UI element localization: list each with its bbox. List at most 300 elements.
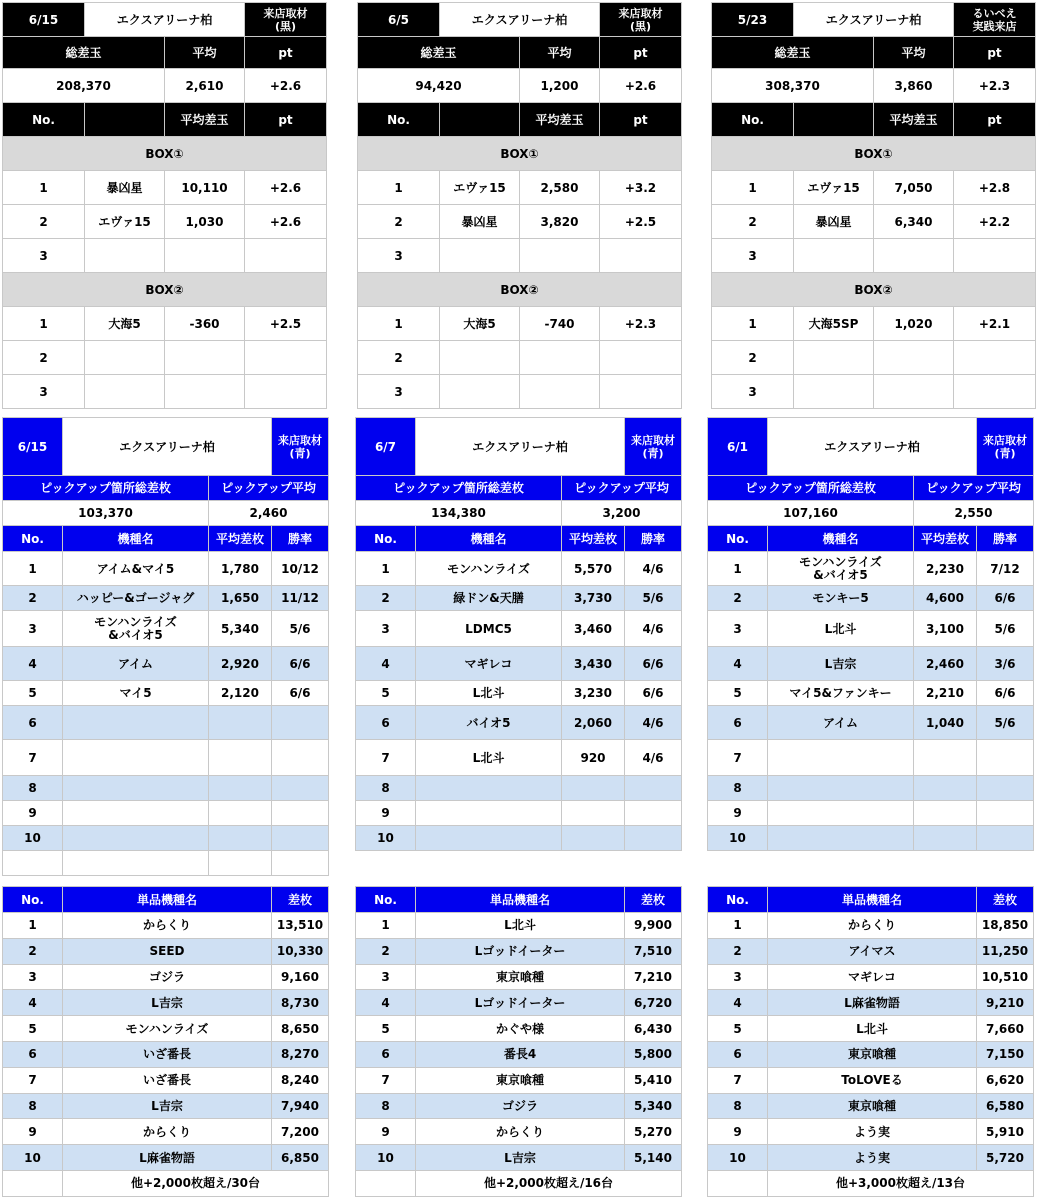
- list-header: 平均差玉: [165, 103, 245, 137]
- machine-cell: 6: [708, 706, 768, 740]
- pickup-total: 107,160: [708, 501, 914, 526]
- machine-cell: 9: [3, 801, 63, 826]
- footer-blank: [3, 1170, 63, 1196]
- footer-note: 他+2,000枚超え/16台: [416, 1170, 682, 1196]
- pickup-average: 3,200: [562, 501, 682, 526]
- pickup-average-header: ピックアップ平均: [914, 476, 1034, 501]
- machine-cell: L北斗: [416, 740, 562, 776]
- table-row: [3, 341, 327, 375]
- machine-cell: 2: [3, 586, 63, 611]
- machine-cell: [209, 851, 272, 876]
- machine-header: 勝率: [272, 526, 329, 552]
- machine-cell: マイ5&ファンキー: [768, 681, 914, 706]
- single-header: No.: [356, 887, 416, 913]
- machine-cell: 9: [356, 801, 416, 826]
- machine-cell: 10/12: [272, 552, 329, 586]
- table-row: [708, 1041, 1034, 1067]
- list-header: pt: [954, 103, 1036, 137]
- machine-cell: [768, 801, 914, 826]
- machine-cell: 10: [708, 826, 768, 851]
- machine-cell: 10: [3, 826, 63, 851]
- machine-cell: 6/6: [272, 647, 329, 681]
- box2-cell: +2.1: [954, 307, 1036, 341]
- table-row: [708, 913, 1034, 939]
- box2-cell: 大海5: [440, 307, 520, 341]
- box2-cell: [245, 341, 327, 375]
- single-header: No.: [708, 887, 768, 913]
- table-row: [356, 1093, 682, 1119]
- machine-cell: [63, 776, 209, 801]
- table-row: [708, 826, 1034, 851]
- pickup-value-row: [708, 501, 1034, 526]
- single-header-row: [356, 887, 682, 913]
- single-header: 差枚: [272, 887, 329, 913]
- list-header: No.: [3, 103, 85, 137]
- box1-cell: [794, 239, 874, 273]
- box1-cell: 1: [3, 171, 85, 205]
- box1-cell: +2.6: [245, 171, 327, 205]
- machine-cell: 8: [3, 776, 63, 801]
- single-cell: 4: [356, 990, 416, 1016]
- machine-cell: 5/6: [977, 611, 1034, 647]
- single-cell: 8: [356, 1093, 416, 1119]
- machine-cell: [625, 826, 682, 851]
- table-row: [356, 913, 682, 939]
- single-cell: マギレコ: [768, 964, 977, 990]
- machine-header: 機種名: [768, 526, 914, 552]
- list-header: 平均差玉: [520, 103, 600, 137]
- machine-cell: 920: [562, 740, 625, 776]
- list-header-row: [358, 103, 682, 137]
- pickup-total-header: ピックアップ箇所総差枚: [356, 476, 562, 501]
- single-cell: 3: [3, 964, 63, 990]
- box2-cell: 2: [3, 341, 85, 375]
- single-cell: 4: [3, 990, 63, 1016]
- machine-cell: 6/6: [272, 681, 329, 706]
- machine-cell: 1,780: [209, 552, 272, 586]
- box2-label: BOX②: [712, 273, 1036, 307]
- table-row: [3, 1145, 329, 1171]
- single-cell: L麻雀物語: [768, 990, 977, 1016]
- machine-cell: [3, 851, 63, 876]
- table-row: [3, 239, 327, 273]
- machine-cell: 2: [356, 586, 416, 611]
- machine-cell: 1: [3, 552, 63, 586]
- single-cell: からくり: [768, 913, 977, 939]
- box1-cell: 暴凶星: [794, 205, 874, 239]
- date-label: 6/1: [708, 418, 768, 476]
- box1-cell: 暴凶星: [85, 171, 165, 205]
- coverage-tag: 来店取材 (青): [272, 418, 329, 476]
- store-name: エクスアリーナ柏: [440, 3, 600, 37]
- summary-header: 総差玉: [712, 37, 874, 69]
- table-row: [712, 375, 1036, 409]
- table-row: [358, 375, 682, 409]
- single-cell: 7,210: [625, 964, 682, 990]
- box-label-row: [3, 137, 327, 171]
- bottom-panel-1: [2, 417, 328, 876]
- table-row: [3, 171, 327, 205]
- table-row: [3, 1041, 329, 1067]
- box2-cell: 大海5SP: [794, 307, 874, 341]
- machine-cell: L北斗: [768, 611, 914, 647]
- machine-cell: アイム: [768, 706, 914, 740]
- single-cell: 3: [356, 964, 416, 990]
- box2-cell: [440, 375, 520, 409]
- single-cell: 6,430: [625, 1016, 682, 1042]
- machine-cell: [977, 776, 1034, 801]
- table-row: [712, 307, 1036, 341]
- box2-cell: [85, 375, 165, 409]
- box2-cell: [520, 341, 600, 375]
- spacer-row: [708, 851, 1034, 876]
- average-diff: 2,610: [165, 69, 245, 103]
- machine-cell: 7: [708, 740, 768, 776]
- list-header-row: [3, 103, 327, 137]
- single-cell: 8,650: [272, 1016, 329, 1042]
- machine-cell: [977, 801, 1034, 826]
- list-header: [440, 103, 520, 137]
- single-cell: ゴジラ: [416, 1093, 625, 1119]
- machine-cell: 2: [708, 586, 768, 611]
- single-cell: 5: [3, 1016, 63, 1042]
- panel-header-row: [356, 418, 682, 476]
- box1-cell: [245, 239, 327, 273]
- summary-header: 平均: [874, 37, 954, 69]
- machine-cell: 3: [3, 611, 63, 647]
- single-cell: よう実: [768, 1145, 977, 1171]
- box1-cell: 10,110: [165, 171, 245, 205]
- table-row: [708, 1145, 1034, 1171]
- machine-header: 平均差枚: [914, 526, 977, 552]
- single-cell: 9: [708, 1119, 768, 1145]
- panel-header-row: [712, 3, 1036, 37]
- machine-cell: モンハンライズ &バイオ5: [768, 552, 914, 586]
- machine-cell: 6/6: [625, 681, 682, 706]
- box2-cell: 3: [3, 375, 85, 409]
- panel-header-row: [3, 418, 329, 476]
- box1-label: BOX①: [358, 137, 682, 171]
- machine-header: No.: [3, 526, 63, 552]
- table-row: [3, 1119, 329, 1145]
- single-cell: いざ番長: [63, 1041, 272, 1067]
- single-cell: L北斗: [416, 913, 625, 939]
- pickup-header-row: [3, 476, 329, 501]
- machine-cell: 5/6: [977, 706, 1034, 740]
- single-cell: 10: [3, 1145, 63, 1171]
- pickup-average: 2,460: [209, 501, 329, 526]
- single-cell: L吉宗: [416, 1145, 625, 1171]
- box1-cell: +2.6: [245, 205, 327, 239]
- footer-blank: [356, 1170, 416, 1196]
- bottom-panel-3: [707, 417, 1033, 876]
- box1-cell: [954, 239, 1036, 273]
- single-cell: 東京喰種: [768, 1041, 977, 1067]
- table-row: [356, 990, 682, 1016]
- machine-cell: 9: [708, 801, 768, 826]
- box1-cell: 3: [358, 239, 440, 273]
- machine-cell: [272, 801, 329, 826]
- list-header: No.: [358, 103, 440, 137]
- summary-header: pt: [600, 37, 682, 69]
- machine-cell: 7: [3, 740, 63, 776]
- summary-value-row: [712, 69, 1036, 103]
- box2-cell: 1: [3, 307, 85, 341]
- table-row: [356, 1067, 682, 1093]
- single-cell: 2: [3, 938, 63, 964]
- machine-header: 平均差枚: [209, 526, 272, 552]
- store-name: エクスアリーナ柏: [416, 418, 625, 476]
- table-row: [3, 851, 329, 876]
- machine-cell: 6: [356, 706, 416, 740]
- table-row: [356, 586, 682, 611]
- box2-label: BOX②: [358, 273, 682, 307]
- table-row: [356, 552, 682, 586]
- table-row: [712, 205, 1036, 239]
- box-label-row: [358, 137, 682, 171]
- machine-cell: [914, 801, 977, 826]
- machine-cell: [768, 740, 914, 776]
- box1-cell: エヴァ15: [440, 171, 520, 205]
- box1-cell: 3: [3, 239, 85, 273]
- machine-header-row: [3, 526, 329, 552]
- single-cell: 5,800: [625, 1041, 682, 1067]
- single-cell: 11,250: [977, 938, 1034, 964]
- list-header: 平均差玉: [874, 103, 954, 137]
- machine-header: No.: [356, 526, 416, 552]
- box2-cell: [245, 375, 327, 409]
- pickup-header-row: [356, 476, 682, 501]
- spacer-cell: [356, 851, 682, 876]
- box1-cell: [520, 239, 600, 273]
- single-cell: L麻雀物語: [63, 1145, 272, 1171]
- single-cell: 1: [708, 913, 768, 939]
- machine-cell: [914, 826, 977, 851]
- box-label-row: [712, 137, 1036, 171]
- machine-cell: 2,230: [914, 552, 977, 586]
- list-header-row: [712, 103, 1036, 137]
- machine-cell: 7: [356, 740, 416, 776]
- date-label: 6/15: [3, 3, 85, 37]
- machine-cell: 7/12: [977, 552, 1034, 586]
- box1-cell: 6,340: [874, 205, 954, 239]
- date-label: 6/7: [356, 418, 416, 476]
- single-header-row: [3, 887, 329, 913]
- single-cell: 7,200: [272, 1119, 329, 1145]
- single-header: 単品機種名: [768, 887, 977, 913]
- box1-cell: [600, 239, 682, 273]
- machine-cell: 5: [3, 681, 63, 706]
- table-row: [3, 307, 327, 341]
- machine-cell: 3,230: [562, 681, 625, 706]
- table-row: [356, 1041, 682, 1067]
- table-row: [708, 776, 1034, 801]
- box1-cell: 暴凶星: [440, 205, 520, 239]
- table-row: [3, 552, 329, 586]
- machine-cell: [562, 776, 625, 801]
- machine-cell: 6: [3, 706, 63, 740]
- coverage-tag: 来店取材 (青): [977, 418, 1034, 476]
- box2-cell: [954, 375, 1036, 409]
- box2-cell: [874, 375, 954, 409]
- single-cell: 5,910: [977, 1119, 1034, 1145]
- table-row: [356, 801, 682, 826]
- table-row: [3, 205, 327, 239]
- box1-cell: +2.2: [954, 205, 1036, 239]
- single-cell: 1: [356, 913, 416, 939]
- box2-cell: [520, 375, 600, 409]
- footer-row: [3, 1170, 329, 1196]
- table-row: [708, 586, 1034, 611]
- table-row: [356, 1016, 682, 1042]
- machine-cell: バイオ5: [416, 706, 562, 740]
- machine-cell: マギレコ: [416, 647, 562, 681]
- machine-cell: [625, 801, 682, 826]
- machine-cell: [209, 826, 272, 851]
- machine-header-row: [708, 526, 1034, 552]
- pickup-value-row: [3, 501, 329, 526]
- single-cell: 8,730: [272, 990, 329, 1016]
- pickup-value-row: [356, 501, 682, 526]
- single-cell: 3: [708, 964, 768, 990]
- single-header: No.: [3, 887, 63, 913]
- box2-cell: -360: [165, 307, 245, 341]
- single-cell: 5,340: [625, 1093, 682, 1119]
- machine-cell: [209, 776, 272, 801]
- single-cell: 7,660: [977, 1016, 1034, 1042]
- table-row: [3, 740, 329, 776]
- machine-cell: 4: [356, 647, 416, 681]
- single-cell: 10: [708, 1145, 768, 1171]
- machine-cell: [914, 776, 977, 801]
- pickup-total-header: ピックアップ箇所総差枚: [708, 476, 914, 501]
- machine-cell: 3: [356, 611, 416, 647]
- bottom-panel-2: [355, 417, 681, 876]
- machine-cell: アイム: [63, 647, 209, 681]
- single-cell: 5,410: [625, 1067, 682, 1093]
- machine-cell: 1: [708, 552, 768, 586]
- single-cell: 6,850: [272, 1145, 329, 1171]
- total-diff: 208,370: [3, 69, 165, 103]
- machine-cell: 1: [356, 552, 416, 586]
- single-cell: ゴジラ: [63, 964, 272, 990]
- box1-cell: 2: [358, 205, 440, 239]
- single-cell: ToLOVEる: [768, 1067, 977, 1093]
- machine-cell: 8: [708, 776, 768, 801]
- table-row: [3, 681, 329, 706]
- machine-cell: モンキー5: [768, 586, 914, 611]
- single-cell: アイマス: [768, 938, 977, 964]
- single-cell: SEED: [63, 938, 272, 964]
- single-cell: 6,720: [625, 990, 682, 1016]
- summary-header-row: [712, 37, 1036, 69]
- table-row: [3, 586, 329, 611]
- table-row: [3, 826, 329, 851]
- total-diff: 308,370: [712, 69, 874, 103]
- table-row: [3, 938, 329, 964]
- table-row: [356, 776, 682, 801]
- machine-cell: [914, 740, 977, 776]
- single-cell: 5,270: [625, 1119, 682, 1145]
- single-cell: Lゴッドイーター: [416, 938, 625, 964]
- list-header: pt: [600, 103, 682, 137]
- box2-cell: 2: [712, 341, 794, 375]
- machine-cell: モンハンライズ: [416, 552, 562, 586]
- store-name: エクスアリーナ柏: [63, 418, 272, 476]
- box2-cell: [794, 375, 874, 409]
- machine-cell: 5: [708, 681, 768, 706]
- list-header: [85, 103, 165, 137]
- machine-cell: 4: [708, 647, 768, 681]
- footer-blank: [708, 1170, 768, 1196]
- machine-cell: 3/6: [977, 647, 1034, 681]
- date-label: 5/23: [712, 3, 794, 37]
- box2-label: BOX②: [3, 273, 327, 307]
- machine-cell: 1,040: [914, 706, 977, 740]
- pickup-average-header: ピックアップ平均: [562, 476, 682, 501]
- single-cell: 番長4: [416, 1041, 625, 1067]
- table-row: [3, 801, 329, 826]
- table-row: [358, 171, 682, 205]
- box2-cell: [954, 341, 1036, 375]
- single-cell: Lゴッドイーター: [416, 990, 625, 1016]
- box1-cell: 1,030: [165, 205, 245, 239]
- machine-cell: 4/6: [625, 552, 682, 586]
- box1-cell: [440, 239, 520, 273]
- box2-cell: [165, 341, 245, 375]
- machine-cell: [272, 740, 329, 776]
- average-diff: 3,860: [874, 69, 954, 103]
- single-cell: 8: [3, 1093, 63, 1119]
- average-pt: +2.3: [954, 69, 1036, 103]
- single-cell: 4: [708, 990, 768, 1016]
- machine-cell: [63, 706, 209, 740]
- top-panel-1: [2, 2, 326, 409]
- box2-cell: [794, 341, 874, 375]
- box-label-row: [712, 273, 1036, 307]
- single-cell: 6: [356, 1041, 416, 1067]
- table-row: [3, 647, 329, 681]
- single-cell: かぐや様: [416, 1016, 625, 1042]
- machine-cell: 4: [3, 647, 63, 681]
- box2-cell: [165, 375, 245, 409]
- table-row: [708, 647, 1034, 681]
- average-diff: 1,200: [520, 69, 600, 103]
- box-label-row: [358, 273, 682, 307]
- table-row: [358, 341, 682, 375]
- single-cell: 10,510: [977, 964, 1034, 990]
- machine-cell: [209, 706, 272, 740]
- machine-header: 機種名: [63, 526, 209, 552]
- box1-label: BOX①: [712, 137, 1036, 171]
- machine-cell: 4/6: [625, 740, 682, 776]
- machine-cell: [416, 826, 562, 851]
- single-header: 差枚: [977, 887, 1034, 913]
- box2-cell: +2.3: [600, 307, 682, 341]
- single-cell: 6: [3, 1041, 63, 1067]
- machine-cell: ハッピー&ゴージャグ: [63, 586, 209, 611]
- machine-cell: [272, 851, 329, 876]
- single-cell: 5: [708, 1016, 768, 1042]
- spacer-cell: [708, 851, 1034, 876]
- date-label: 6/15: [3, 418, 63, 476]
- total-diff: 94,420: [358, 69, 520, 103]
- machine-cell: 6/6: [625, 647, 682, 681]
- box2-cell: 大海5: [85, 307, 165, 341]
- single-cell: 東京喰種: [416, 964, 625, 990]
- single-cell: 6,620: [977, 1067, 1034, 1093]
- list-header: No.: [712, 103, 794, 137]
